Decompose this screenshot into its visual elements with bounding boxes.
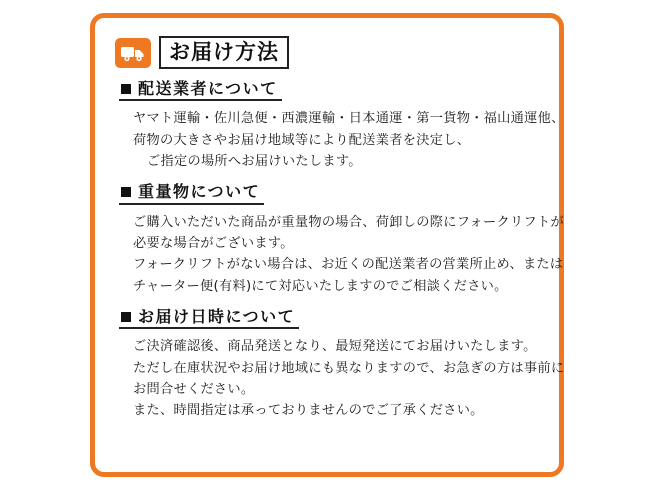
body-line: 必要な場合がございます。 bbox=[133, 236, 294, 252]
section-heading bbox=[119, 182, 264, 204]
section-heading bbox=[119, 79, 282, 101]
section-heading bbox=[119, 307, 299, 329]
body-line: ご決済確認後、商品発送となり、最短発送にてお届けいたします。 bbox=[133, 339, 537, 355]
section-body bbox=[133, 336, 565, 422]
section-heading-label: 配送業者について bbox=[138, 79, 278, 99]
section-heavy-items bbox=[113, 182, 564, 297]
section-body bbox=[133, 108, 565, 172]
section-heading-label: お届け日時について bbox=[138, 307, 296, 327]
body-line: ヤマト運輸・佐川急便・西濃運輸・日本通運・第一貨物・福山通運他、 bbox=[133, 111, 565, 127]
card-title-row bbox=[115, 36, 541, 69]
section-shipping-carriers bbox=[113, 79, 565, 172]
bullet-square-icon bbox=[121, 187, 131, 197]
body-line: ご購入いただいた商品が重量物の場合、荷卸しの際にフォークリフトが bbox=[133, 214, 564, 230]
bullet-square-icon bbox=[121, 312, 131, 322]
body-line: お問合せください。 bbox=[133, 382, 255, 398]
body-line: また、時間指定は承っておりませんのでご了承ください。 bbox=[133, 403, 484, 419]
section-delivery-datetime bbox=[113, 307, 565, 422]
body-line: フォークリフトがない場合は、お近くの配送業者の営業所止め、または bbox=[133, 257, 564, 273]
bullet-square-icon bbox=[121, 84, 131, 94]
body-line: チャーター便(有料)にて対応いたしますのでご相談ください。 bbox=[133, 278, 508, 294]
body-line: ご指定の場所へお届けいたします。 bbox=[147, 154, 362, 170]
delivery-info-card bbox=[90, 13, 564, 477]
section-body bbox=[133, 212, 564, 298]
delivery-truck-icon bbox=[115, 38, 151, 68]
section-heading-label: 重量物について bbox=[138, 182, 261, 202]
body-line: 荷物の大きさやお届け地域等により配送業者を決定し、 bbox=[133, 132, 471, 148]
body-line: ただし在庫状況やお届け地域にも異なりますので、お急ぎの方は事前に bbox=[133, 360, 565, 376]
page-title: お届け方法 bbox=[159, 36, 289, 69]
